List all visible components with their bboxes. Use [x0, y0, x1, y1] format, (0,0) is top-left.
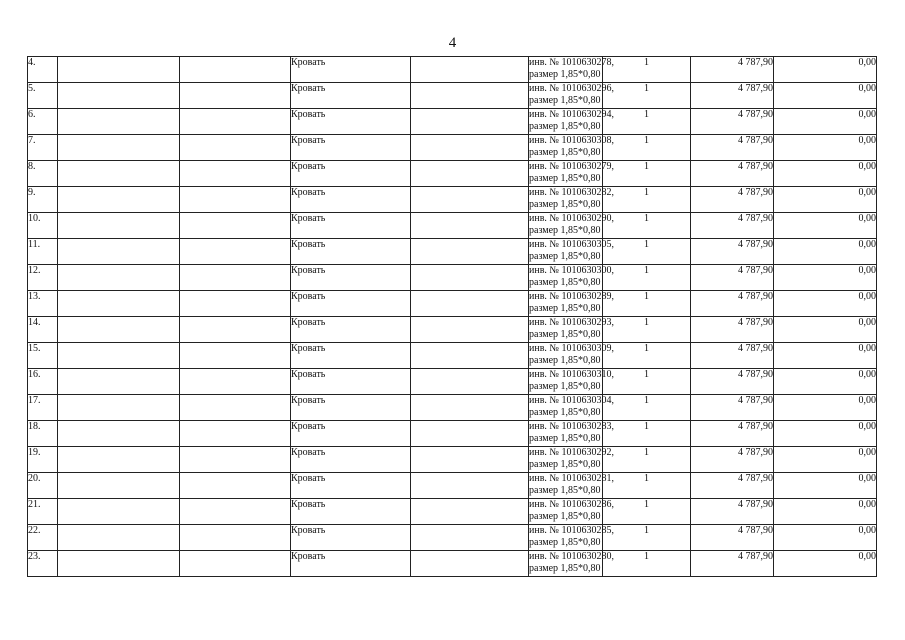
item-price: 4 787,90 [691, 317, 774, 343]
empty-cell [411, 447, 529, 473]
item-size: размер 1,85*0,80 [529, 563, 601, 574]
item-price: 4 787,90 [691, 57, 774, 83]
item-price: 4 787,90 [691, 499, 774, 525]
empty-cell [180, 317, 291, 343]
item-name: Кровать [291, 83, 411, 109]
item-price: 4 787,90 [691, 291, 774, 317]
item-description [529, 343, 614, 369]
item-quantity: 1 [603, 135, 691, 161]
empty-cell [180, 187, 291, 213]
empty-cell [411, 317, 529, 343]
empty-cell [180, 265, 291, 291]
inventory-number: инв. № 1010630290, [529, 213, 614, 224]
table-row [28, 395, 877, 421]
table-row [28, 343, 877, 369]
row-number: 13. [28, 291, 58, 317]
empty-cell [58, 187, 180, 213]
item-residual-value: 0,00 [774, 291, 877, 317]
item-quantity: 1 [603, 109, 691, 135]
item-name: Кровать [291, 213, 411, 239]
item-price: 4 787,90 [691, 473, 774, 499]
table-row [28, 447, 877, 473]
item-size: размер 1,85*0,80 [529, 251, 601, 262]
inventory-number: инв. № 1010630289, [529, 291, 614, 302]
empty-cell [180, 499, 291, 525]
table-row [28, 421, 877, 447]
item-name: Кровать [291, 343, 411, 369]
item-description [529, 421, 614, 447]
table-row [28, 499, 877, 525]
empty-cell [180, 161, 291, 187]
inventory-number: инв. № 1010630300, [529, 265, 614, 276]
item-description [529, 317, 614, 343]
item-description [529, 525, 614, 551]
empty-cell [180, 239, 291, 265]
inventory-number: инв. № 1010630308, [529, 135, 614, 146]
item-quantity: 1 [603, 239, 691, 265]
empty-cell [411, 213, 529, 239]
empty-cell [411, 395, 529, 421]
inventory-number: инв. № 1010630293, [529, 317, 614, 328]
item-description [529, 213, 614, 239]
item-residual-value: 0,00 [774, 161, 877, 187]
item-price: 4 787,90 [691, 109, 774, 135]
row-number: 7. [28, 135, 58, 161]
item-residual-value: 0,00 [774, 135, 877, 161]
empty-cell [180, 395, 291, 421]
page-number: 4 [448, 35, 457, 51]
item-residual-value: 0,00 [774, 421, 877, 447]
row-number: 9. [28, 187, 58, 213]
empty-cell [411, 109, 529, 135]
item-price: 4 787,90 [691, 343, 774, 369]
item-residual-value: 0,00 [774, 213, 877, 239]
empty-cell [411, 551, 529, 577]
row-number: 15. [28, 343, 58, 369]
inventory-number: инв. № 1010630294, [529, 109, 614, 120]
item-name: Кровать [291, 57, 411, 83]
item-size: размер 1,85*0,80 [529, 147, 601, 158]
empty-cell [411, 369, 529, 395]
item-description [529, 57, 614, 83]
empty-cell [58, 525, 180, 551]
item-name: Кровать [291, 265, 411, 291]
item-size: размер 1,85*0,80 [529, 329, 601, 340]
inventory-number: инв. № 1010630279, [529, 161, 614, 172]
row-number: 19. [28, 447, 58, 473]
item-price: 4 787,90 [691, 369, 774, 395]
item-quantity: 1 [603, 83, 691, 109]
item-size: размер 1,85*0,80 [529, 381, 601, 392]
empty-cell [411, 161, 529, 187]
item-residual-value: 0,00 [774, 343, 877, 369]
table-row [28, 135, 877, 161]
item-size: размер 1,85*0,80 [529, 537, 601, 548]
empty-cell [411, 265, 529, 291]
item-price: 4 787,90 [691, 213, 774, 239]
inventory-number: инв. № 1010630292, [529, 447, 614, 458]
item-residual-value: 0,00 [774, 447, 877, 473]
empty-cell [58, 369, 180, 395]
empty-cell [58, 239, 180, 265]
empty-cell [411, 135, 529, 161]
item-price: 4 787,90 [691, 265, 774, 291]
item-quantity: 1 [603, 213, 691, 239]
item-quantity: 1 [603, 551, 691, 577]
item-residual-value: 0,00 [774, 551, 877, 577]
item-quantity: 1 [603, 187, 691, 213]
item-name: Кровать [291, 369, 411, 395]
item-name: Кровать [291, 473, 411, 499]
item-quantity: 1 [603, 161, 691, 187]
row-number: 18. [28, 421, 58, 447]
item-quantity: 1 [603, 395, 691, 421]
item-quantity: 1 [603, 499, 691, 525]
item-price: 4 787,90 [691, 551, 774, 577]
empty-cell [58, 421, 180, 447]
item-description [529, 447, 614, 473]
empty-cell [58, 135, 180, 161]
table-row [28, 473, 877, 499]
row-number: 8. [28, 161, 58, 187]
item-name: Кровать [291, 239, 411, 265]
item-size: размер 1,85*0,80 [529, 433, 601, 444]
item-name: Кровать [291, 395, 411, 421]
item-residual-value: 0,00 [774, 317, 877, 343]
empty-cell [180, 57, 291, 83]
inventory-number: инв. № 1010630283, [529, 421, 614, 432]
inventory-number: инв. № 1010630278, [529, 57, 614, 68]
row-number: 20. [28, 473, 58, 499]
empty-cell [411, 83, 529, 109]
item-residual-value: 0,00 [774, 265, 877, 291]
item-description [529, 83, 614, 109]
empty-cell [411, 57, 529, 83]
item-residual-value: 0,00 [774, 239, 877, 265]
item-description [529, 265, 614, 291]
row-number: 14. [28, 317, 58, 343]
item-residual-value: 0,00 [774, 525, 877, 551]
item-price: 4 787,90 [691, 239, 774, 265]
table-row [28, 525, 877, 551]
item-residual-value: 0,00 [774, 109, 877, 135]
empty-cell [411, 473, 529, 499]
row-number: 12. [28, 265, 58, 291]
table-row [28, 551, 877, 577]
row-number: 10. [28, 213, 58, 239]
empty-cell [58, 161, 180, 187]
inventory-number: инв. № 1010630304, [529, 395, 614, 406]
empty-cell [411, 291, 529, 317]
table-row [28, 161, 877, 187]
inventory-number: инв. № 1010630310, [529, 369, 614, 380]
item-name: Кровать [291, 135, 411, 161]
empty-cell [411, 187, 529, 213]
item-description [529, 291, 614, 317]
empty-cell [180, 83, 291, 109]
row-number: 6. [28, 109, 58, 135]
row-number: 22. [28, 525, 58, 551]
inventory-number: инв. № 1010630296, [529, 83, 614, 94]
table-row [28, 369, 877, 395]
empty-cell [180, 343, 291, 369]
empty-cell [58, 343, 180, 369]
inventory-table [27, 56, 877, 577]
table-row [28, 213, 877, 239]
empty-cell [180, 447, 291, 473]
empty-cell [58, 213, 180, 239]
empty-cell [180, 369, 291, 395]
item-quantity: 1 [603, 421, 691, 447]
item-description [529, 395, 614, 421]
empty-cell [180, 291, 291, 317]
item-price: 4 787,90 [691, 421, 774, 447]
item-size: размер 1,85*0,80 [529, 95, 601, 106]
item-name: Кровать [291, 161, 411, 187]
item-description [529, 161, 614, 187]
inventory-number: инв. № 1010630281, [529, 473, 614, 484]
item-residual-value: 0,00 [774, 499, 877, 525]
item-size: размер 1,85*0,80 [529, 407, 601, 418]
item-name: Кровать [291, 317, 411, 343]
item-name: Кровать [291, 109, 411, 135]
empty-cell [411, 525, 529, 551]
item-quantity: 1 [603, 265, 691, 291]
empty-cell [180, 135, 291, 161]
empty-cell [58, 551, 180, 577]
item-quantity: 1 [603, 447, 691, 473]
item-size: размер 1,85*0,80 [529, 355, 601, 366]
item-size: размер 1,85*0,80 [529, 69, 601, 80]
item-price: 4 787,90 [691, 447, 774, 473]
inventory-number: инв. № 1010630285, [529, 525, 614, 536]
empty-cell [180, 109, 291, 135]
row-number: 16. [28, 369, 58, 395]
table-row [28, 187, 877, 213]
empty-cell [58, 109, 180, 135]
empty-cell [180, 525, 291, 551]
item-price: 4 787,90 [691, 135, 774, 161]
item-description [529, 551, 614, 577]
item-description [529, 109, 614, 135]
item-name: Кровать [291, 421, 411, 447]
item-name: Кровать [291, 551, 411, 577]
row-number: 21. [28, 499, 58, 525]
item-size: размер 1,85*0,80 [529, 485, 601, 496]
item-size: размер 1,85*0,80 [529, 121, 601, 132]
item-quantity: 1 [603, 473, 691, 499]
item-price: 4 787,90 [691, 525, 774, 551]
row-number: 5. [28, 83, 58, 109]
empty-cell [58, 447, 180, 473]
empty-cell [58, 83, 180, 109]
inventory-number: инв. № 1010630282, [529, 187, 614, 198]
table-row [28, 317, 877, 343]
item-size: размер 1,85*0,80 [529, 225, 601, 236]
item-residual-value: 0,00 [774, 395, 877, 421]
item-size: размер 1,85*0,80 [529, 459, 601, 470]
empty-cell [180, 421, 291, 447]
item-description [529, 239, 614, 265]
row-number: 23. [28, 551, 58, 577]
item-quantity: 1 [603, 343, 691, 369]
item-price: 4 787,90 [691, 161, 774, 187]
item-name: Кровать [291, 499, 411, 525]
item-residual-value: 0,00 [774, 369, 877, 395]
item-size: размер 1,85*0,80 [529, 277, 601, 288]
inventory-number: инв. № 1010630305, [529, 239, 614, 250]
empty-cell [58, 395, 180, 421]
item-quantity: 1 [603, 291, 691, 317]
item-residual-value: 0,00 [774, 83, 877, 109]
table-row [28, 83, 877, 109]
item-price: 4 787,90 [691, 83, 774, 109]
item-name: Кровать [291, 447, 411, 473]
table-row [28, 57, 877, 83]
empty-cell [58, 499, 180, 525]
table-row [28, 109, 877, 135]
inventory-number: инв. № 1010630309, [529, 343, 614, 354]
row-number: 17. [28, 395, 58, 421]
empty-cell [411, 239, 529, 265]
table-row [28, 239, 877, 265]
inventory-number: инв. № 1010630286, [529, 499, 614, 510]
empty-cell [411, 499, 529, 525]
inventory-number: инв. № 1010630280, [529, 551, 614, 562]
item-quantity: 1 [603, 525, 691, 551]
item-name: Кровать [291, 291, 411, 317]
empty-cell [411, 421, 529, 447]
item-name: Кровать [291, 187, 411, 213]
item-description [529, 473, 614, 499]
item-quantity: 1 [603, 369, 691, 395]
item-quantity: 1 [603, 57, 691, 83]
empty-cell [58, 473, 180, 499]
empty-cell [58, 265, 180, 291]
empty-cell [58, 57, 180, 83]
item-price: 4 787,90 [691, 187, 774, 213]
item-size: размер 1,85*0,80 [529, 199, 601, 210]
item-description [529, 369, 614, 395]
item-residual-value: 0,00 [774, 57, 877, 83]
item-description [529, 499, 614, 525]
item-size: размер 1,85*0,80 [529, 303, 601, 314]
item-quantity: 1 [603, 317, 691, 343]
item-name: Кровать [291, 525, 411, 551]
table-row [28, 291, 877, 317]
empty-cell [58, 291, 180, 317]
empty-cell [411, 343, 529, 369]
table-row [28, 265, 877, 291]
empty-cell [58, 317, 180, 343]
row-number: 4. [28, 57, 58, 83]
empty-cell [180, 473, 291, 499]
empty-cell [180, 551, 291, 577]
empty-cell [180, 213, 291, 239]
item-residual-value: 0,00 [774, 473, 877, 499]
item-residual-value: 0,00 [774, 187, 877, 213]
item-price: 4 787,90 [691, 395, 774, 421]
item-description [529, 187, 614, 213]
item-size: размер 1,85*0,80 [529, 511, 601, 522]
row-number: 11. [28, 239, 58, 265]
item-description [529, 135, 614, 161]
item-size: размер 1,85*0,80 [529, 173, 601, 184]
